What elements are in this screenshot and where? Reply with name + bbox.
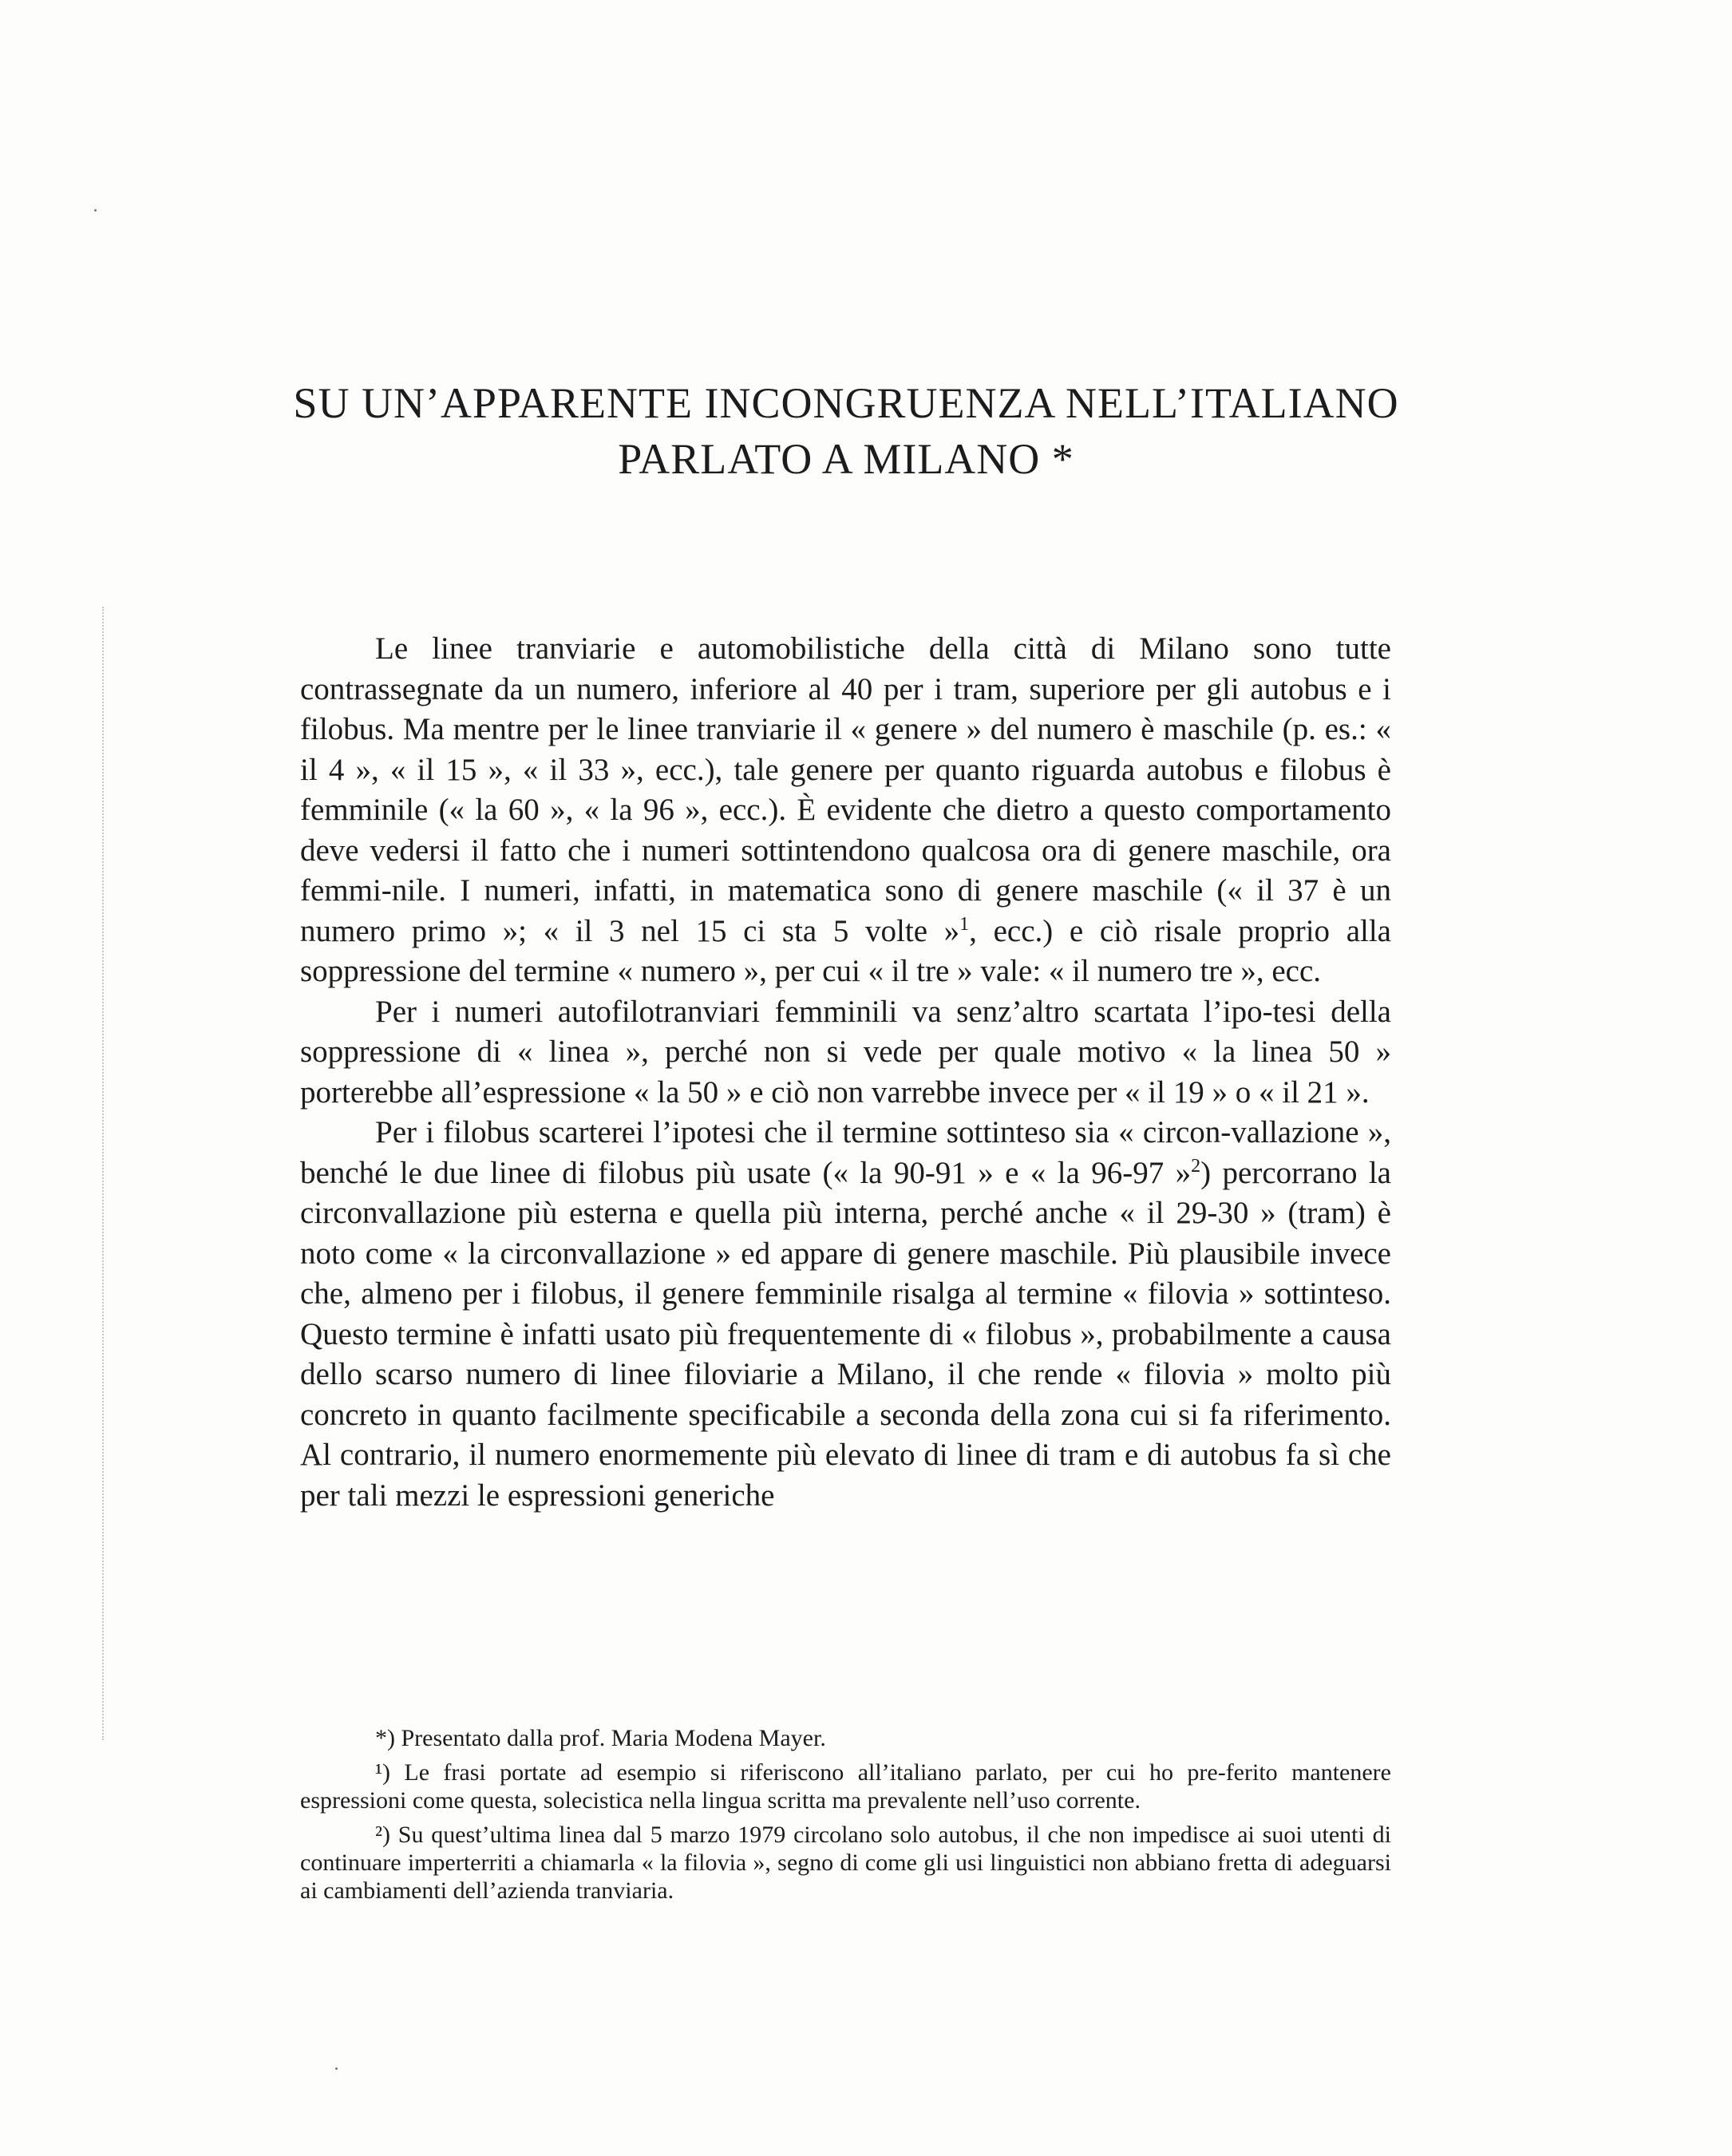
paragraph-1-text-a: Le linee tranviarie e automobilistiche della città di Milano sono tutte contrassegnate da un numero, inferiore al 40 per i tram, superiore per gli autobus e i filobus. Ma mentre per le linee tranviarie il « genere » del numero è maschile (p. es.: « il 4 », « il 15 », « il 33 », ecc.), tale genere per quanto riguarda autobus e filobus è femminile (« la 60 », « la 96 », ecc.). È evidente che dietro a questo comportamento deve vedersi il fatto che i numeri sottintendono qualcosa ora di genere maschile, ora femmi-nile. I numeri, infatti, in matematica sono di genere maschile (« il 37 è un numero primo »; « il 3 nel 15 ci sta 5 volte » [300, 631, 1391, 948]
title-line-2: PARLATO A MILANO * [618, 435, 1074, 483]
footnote-ref-1: 1 [959, 913, 970, 935]
footnotes [300, 1724, 1391, 1911]
paragraph-3-text-a: Per i filobus scarterei l’ipotesi che il termine sottinteso sia « circon-vallazione », benché le due linee di filobus più usate (« la 90-91 » e « la 96-97 » [300, 1115, 1391, 1190]
footnote-star: *) Presentato dalla prof. Maria Modena Mayer. [375, 1725, 826, 1751]
paragraph-2: Per i numeri autofilotranviari femminili va senz’altro scartata l’ipo-tesi della soppressione di « linea », perché non si vede per quale motivo « la linea 50 » porterebbe all’espressione « la 50 » e ciò non varrebbe invece per « il 19 » o « il 21 ». [300, 994, 1391, 1110]
paragraph-1 [300, 629, 1391, 992]
paragraph-3-text-b: ) percorrano la circonvallazione più esterna e quella più interna, perché anche « il 29-30 » (tram) è noto come « la circonvallazione » ed appare di genere maschile. Più plausibile invece che, almeno per i filobus, il genere femminile risalga al termine « filovia » sottinteso. Questo termine è infatti usato più frequentemente di « filobus », probabilmente a causa dello scarso numero di linee filoviarie a Milano, il che rende « filovia » molto più concreto in quanto facilmente specificabile a seconda della zona cui si fa riferimento. Al contrario, il numero enormemente più elevato di linee di tram e di autobus fa sì che per tali mezzi le espressioni generiche [300, 1155, 1391, 1513]
article-title [239, 375, 1453, 487]
footnote-1: ¹) Le frasi portate ad esempio si riferiscono all’italiano parlato, per cui ho pre-ferito mantenere espressioni come questa, solecistica nella lingua scritta ma prevalente nell’uso corrente. [300, 1759, 1391, 1814]
article-body [300, 629, 1391, 1516]
scan-binding-edge [102, 607, 109, 1740]
footnote-ref-2: 2 [1191, 1155, 1201, 1177]
scan-speck [335, 2067, 338, 2070]
paragraph-3 [300, 1113, 1391, 1516]
title-line-1: SU UN’APPARENTE INCONGRUENZA NELL’ITALIANO [293, 379, 1399, 427]
paragraph-1-text-b: , ecc.) e ciò risale proprio alla soppressione del termine « numero », per cui « il tre » vale: « il numero tre », ecc. [300, 913, 1391, 988]
footnote-2: ²) Su quest’ultima linea dal 5 marzo 1979 circolano solo autobus, il che non impedisce ai suoi utenti di continuare imperterriti a chiamarla « la filovia », segno di come gli usi linguistici non abbiano fretta di adeguarsi ai cambiamenti dell’azienda tranviaria. [300, 1822, 1391, 1904]
scan-speck [94, 209, 97, 212]
